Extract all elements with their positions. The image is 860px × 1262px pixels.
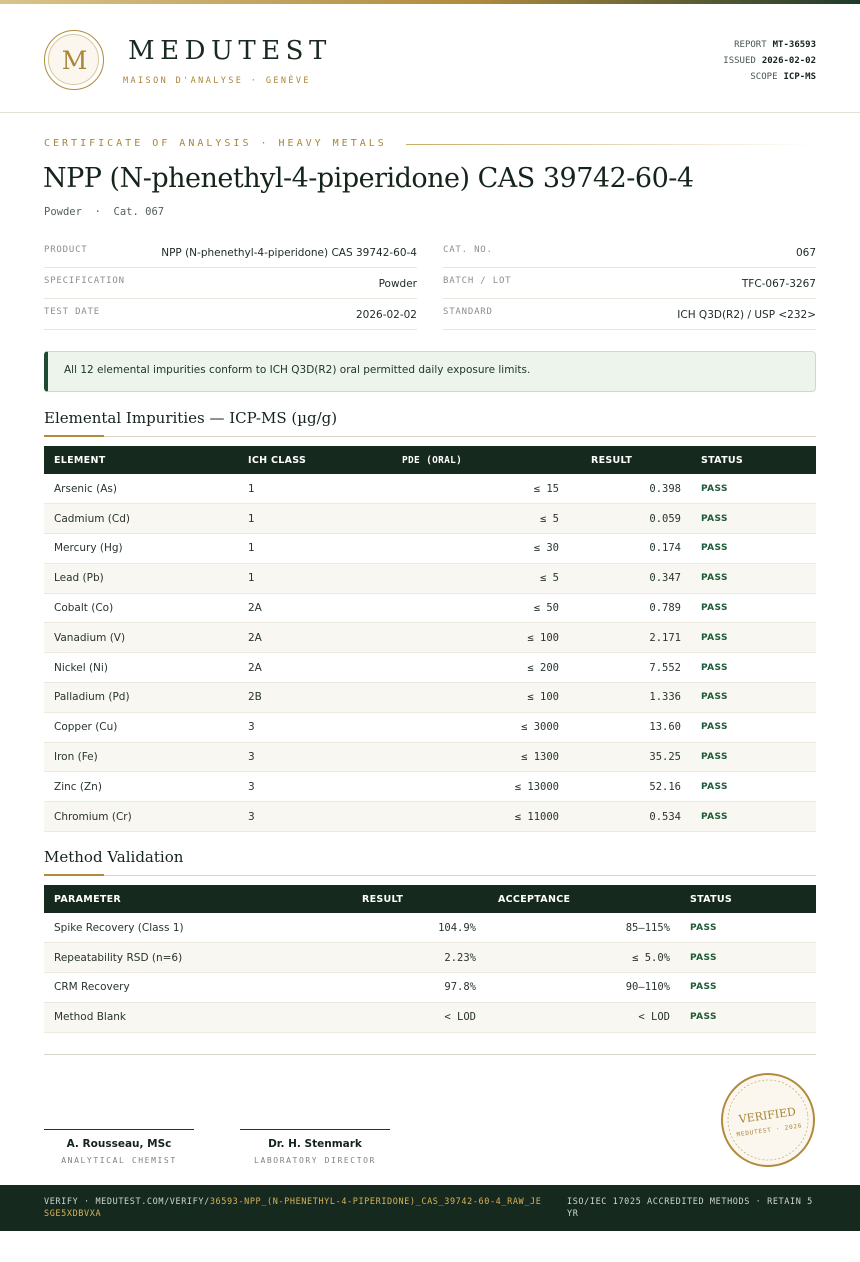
cell-element: Zinc (Zn) [44,772,238,802]
conformity-notice [44,351,816,392]
cell-ich-class: 2B [238,683,368,713]
signature-name: A. Rousseau, MSc [66,1138,172,1150]
col-result: RESULT [569,446,691,474]
col-v-status: STATUS [680,885,816,913]
table-row [44,563,816,593]
status-badge: PASS [691,563,816,593]
table-row [44,802,816,832]
cell-element: Cadmium (Cd) [44,504,238,534]
col-element: ELEMENT [44,446,238,474]
brand-name: MEDUTEST [128,36,332,66]
cell-result: 13.60 [569,712,691,742]
cell-v-result: 2.23% [292,943,486,973]
brand-tagline: MAISON D'ANALYSE · GENÈVE [123,76,311,86]
signature-analyst [44,1129,194,1165]
cell-parameter: Method Blank [44,1002,292,1032]
status-badge: PASS [680,973,816,1003]
cell-ich-class: 1 [238,563,368,593]
table-row [44,623,816,653]
cell-ich-class: 3 [238,772,368,802]
signature-director [240,1129,390,1165]
impurities-table [44,446,816,832]
validation-section-rule [44,875,816,876]
cell-result: 52.16 [569,772,691,802]
table-row [44,1002,816,1032]
table-row [44,474,816,504]
cell-element: Lead (Pb) [44,563,238,593]
status-badge: PASS [691,653,816,683]
cell-ich-class: 3 [238,712,368,742]
doc-eyebrow: CERTIFICATE OF ANALYSIS · HEAVY METALS [44,138,387,149]
brand-logo [44,30,104,90]
info-grid-right [443,237,816,330]
validation-section-accent [44,874,104,876]
cell-ich-class: 3 [238,802,368,832]
stamp-main-text: VERIFIED [738,1105,797,1126]
cell-result: 2.171 [569,623,691,653]
verify-link[interactable]: VERIFY · MEDUTEST.COM/VERIFY/36593-NPP_(N-PHENETHYL-4-PIPERIDONE)_CAS_39742-60-4_RAW_JESGE5XDBVXA [44,1197,542,1219]
cell-element: Cobalt (Co) [44,593,238,623]
meta-report: REPORT MT-36593 [734,40,816,50]
cell-element: Palladium (Pd) [44,683,238,713]
info-row-product: PRODUCT NPP (N-phenethyl-4-piperidone) CAS 39742-60-4 [44,237,417,268]
status-badge: PASS [691,474,816,504]
cell-result: 0.059 [569,504,691,534]
info-row-test-date: TEST DATE 2026-02-02 [44,299,417,330]
cell-parameter: Spike Recovery (Class 1) [44,913,292,943]
cell-pde: ≤ 5 [368,563,569,593]
conformity-notice-text: All 12 elemental impurities conform to ICH Q3D(R2) oral permitted daily exposure limits. [64,364,531,376]
cell-result: 35.25 [569,742,691,772]
cell-result: 1.336 [569,683,691,713]
col-parameter: PARAMETER [44,885,292,913]
cell-v-result: 104.9% [292,913,486,943]
impurities-table-body [44,474,816,832]
accreditation-note: ISO/IEC 17025 ACCREDITED METHODS · RETAIN 5 YR [567,1197,813,1219]
cell-result: 0.398 [569,474,691,504]
cell-v-result: 97.8% [292,973,486,1003]
col-ich-class: ICH CLASS [238,446,368,474]
cell-pde: ≤ 3000 [368,712,569,742]
page-title: NPP (N-phenethyl-4-piperidone) CAS 39742-60-4 [43,163,694,194]
cell-v-result: < LOD [292,1002,486,1032]
cell-pde: ≤ 11000 [368,802,569,832]
cell-element: Vanadium (V) [44,623,238,653]
info-row-specification: SPECIFICATION Powder [44,268,417,299]
col-acceptance: ACCEPTANCE [486,885,680,913]
table-row [44,683,816,713]
status-badge: PASS [691,683,816,713]
status-badge: PASS [680,913,816,943]
stamp-sub-text: MEDUTEST · 2026 [736,1122,803,1139]
verified-stamp [714,1066,822,1174]
status-badge: PASS [691,712,816,742]
cell-result: 0.789 [569,593,691,623]
cell-acceptance: ≤ 5.0% [486,943,680,973]
cell-ich-class: 1 [238,534,368,564]
cell-pde: ≤ 13000 [368,772,569,802]
cell-ich-class: 2A [238,653,368,683]
cell-ich-class: 1 [238,474,368,504]
cell-pde: ≤ 100 [368,623,569,653]
cell-element: Chromium (Cr) [44,802,238,832]
info-grid-left [44,237,417,330]
eyebrow-divider [406,144,816,145]
table-row [44,593,816,623]
info-row-cat-no: CAT. NO. 067 [443,237,816,268]
cell-result: 0.174 [569,534,691,564]
col-v-result: RESULT [292,885,486,913]
status-badge: PASS [680,943,816,973]
validation-table-body [44,913,816,1032]
impurities-section-title: Elemental Impurities — ICP-MS (µg/g) [44,409,338,427]
table-row [44,913,816,943]
footer [0,1185,860,1231]
table-row [44,742,816,772]
cell-pde: ≤ 5 [368,504,569,534]
impurities-section-accent [44,435,104,437]
impurities-section-rule [44,436,816,437]
cell-ich-class: 2A [238,623,368,653]
table-row [44,504,816,534]
cell-ich-class: 2A [238,593,368,623]
table-row [44,534,816,564]
cell-ich-class: 1 [238,504,368,534]
status-badge: PASS [680,1002,816,1032]
table-row [44,772,816,802]
cell-pde: ≤ 100 [368,683,569,713]
cell-element: Mercury (Hg) [44,534,238,564]
signature-divider [44,1054,816,1055]
brand-monogram: M [61,46,88,75]
cell-pde: ≤ 50 [368,593,569,623]
validation-table [44,885,816,1033]
cell-element: Copper (Cu) [44,712,238,742]
status-badge: PASS [691,593,816,623]
cell-ich-class: 3 [238,742,368,772]
table-row [44,653,816,683]
cell-result: 7.552 [569,653,691,683]
status-badge: PASS [691,772,816,802]
status-badge: PASS [691,534,816,564]
signature-role: ANALYTICAL CHEMIST [61,1156,177,1165]
cell-acceptance: < LOD [486,1002,680,1032]
meta-issued: ISSUED 2026-02-02 [723,56,816,66]
cell-result: 0.347 [569,563,691,593]
info-row-standard: STANDARD ICH Q3D(R2) / USP <232> [443,299,816,330]
signature-name: Dr. H. Stenmark [268,1138,362,1150]
table-row [44,973,816,1003]
cell-pde: ≤ 200 [368,653,569,683]
header [0,4,860,113]
info-row-batch: BATCH / LOT TFC-067-3267 [443,268,816,299]
cell-element: Nickel (Ni) [44,653,238,683]
col-pde: PDE (ORAL) [368,446,569,474]
table-row [44,943,816,973]
page-subtitle: Powder · Cat. 067 [44,206,165,218]
report-meta [723,37,816,85]
impurities-header-row [44,446,816,474]
col-status: STATUS [691,446,816,474]
status-badge: PASS [691,742,816,772]
meta-scope: SCOPE ICP-MS [750,72,816,82]
cell-result: 0.534 [569,802,691,832]
table-row [44,712,816,742]
cell-element: Iron (Fe) [44,742,238,772]
validation-section-title: Method Validation [44,848,184,866]
cell-acceptance: 85–115% [486,913,680,943]
cell-element: Arsenic (As) [44,474,238,504]
status-badge: PASS [691,504,816,534]
validation-header-row [44,885,816,913]
status-badge: PASS [691,802,816,832]
cell-pde: ≤ 30 [368,534,569,564]
status-badge: PASS [691,623,816,653]
cell-parameter: CRM Recovery [44,973,292,1003]
cell-parameter: Repeatability RSD (n=6) [44,943,292,973]
signature-role: LABORATORY DIRECTOR [254,1156,376,1165]
cell-acceptance: 90–110% [486,973,680,1003]
cell-pde: ≤ 15 [368,474,569,504]
cell-pde: ≤ 1300 [368,742,569,772]
